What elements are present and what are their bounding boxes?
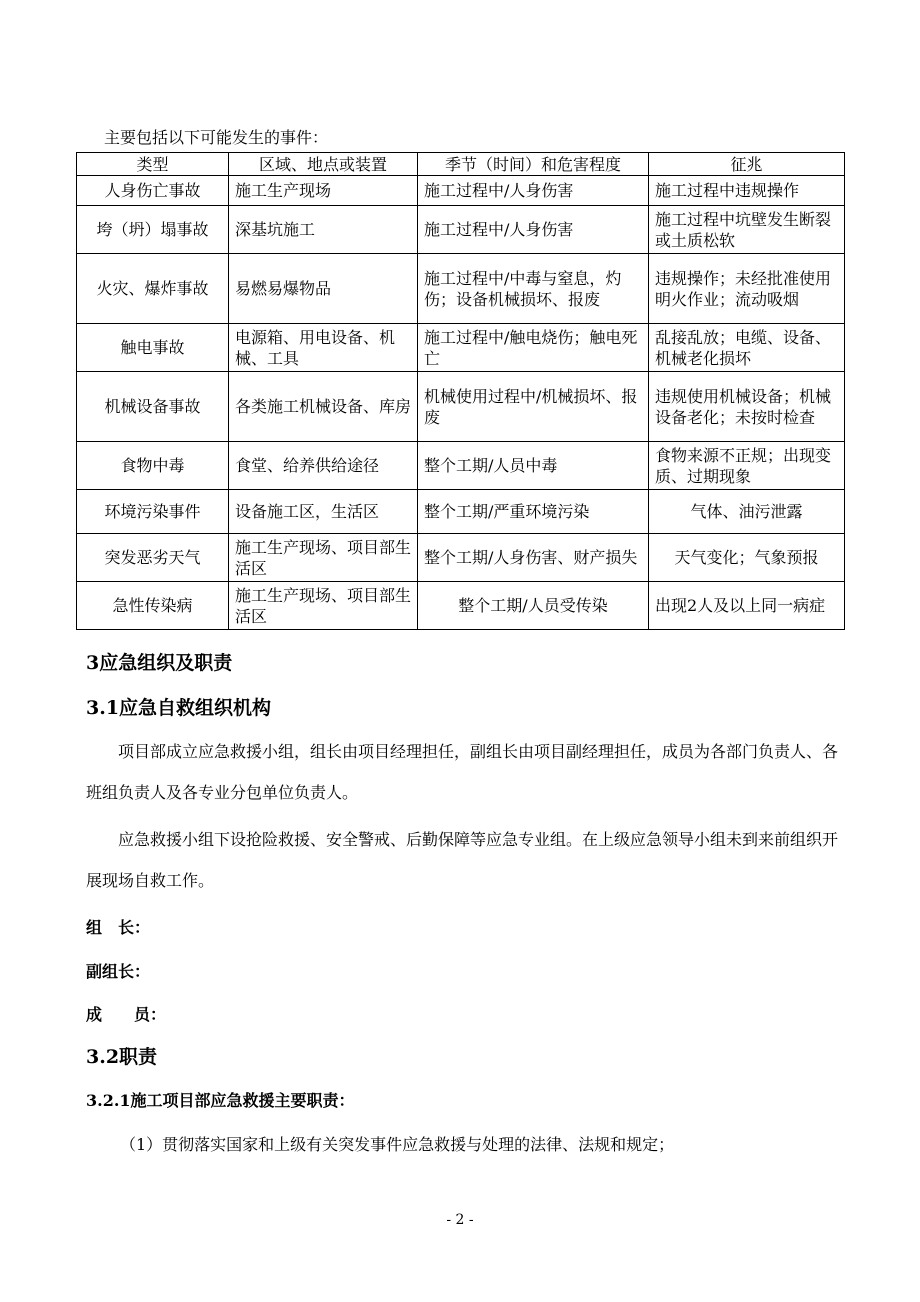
cell-hazard: 施工过程中/人身伤害	[418, 206, 649, 254]
cell-location: 各类施工机械设备、库房	[229, 372, 418, 442]
cell-signs: 出现2人及以上同一病症	[649, 582, 845, 630]
cell-location: 易燃易爆物品	[229, 254, 418, 324]
cell-signs: 施工过程中坑壁发生断裂或土质松软	[649, 206, 845, 254]
section-3-2-1-heading: 3.2.1施工项目部应急救援主要职责：	[86, 1091, 355, 1110]
cell-hazard: 整个工期/人员中毒	[418, 442, 649, 490]
cell-signs: 违规操作；未经批准使用明火作业；流动吸烟	[649, 254, 845, 324]
cell-location: 施工生产现场	[229, 176, 418, 206]
role-leader: 组 长：	[86, 918, 151, 937]
table-row	[77, 176, 845, 206]
cell-type: 食物中毒	[77, 442, 229, 490]
cell-hazard: 施工过程中/中毒与窒息，灼伤；设备机械损坏、报废	[418, 254, 649, 324]
paragraph-subgroups: 应急救援小组下设抢险救援、安全警戒、后勤保障等应急专业组。在上级应急领导小组未到来前组织开展现场自救工作。	[86, 830, 839, 890]
cell-location: 施工生产现场、项目部生活区	[229, 582, 418, 630]
cell-location: 电源箱、用电设备、机械、工具	[229, 324, 418, 372]
paragraph-organization: 项目部成立应急救援小组，组长由项目经理担任，副组长由项目副经理担任，成员为各部门负责人、各班组负责人及各专业分包单位负责人。	[86, 742, 839, 802]
cell-signs: 乱接乱放；电缆、设备、机械老化损坏	[649, 324, 845, 372]
cell-type: 火灾、爆炸事故	[77, 254, 229, 324]
table-row	[77, 254, 845, 324]
cell-location: 食堂、给养供给途径	[229, 442, 418, 490]
cell-hazard: 整个工期/人身伤害、财产损失	[418, 534, 649, 582]
cell-signs: 施工过程中违规操作	[649, 176, 845, 206]
section-3-heading: 3应急组织及职责	[86, 652, 233, 674]
cell-signs: 食物来源不正规；出现变质、过期现象	[649, 442, 845, 490]
cell-hazard: 施工过程中/人身伤害	[418, 176, 649, 206]
page-number: - 2 -	[446, 1212, 474, 1228]
header-location: 区域、地点或装置	[229, 153, 418, 176]
section-3-1-heading: 3.1应急自救组织机构	[86, 697, 272, 719]
cell-signs: 违规使用机械设备；机械设备老化；未按时检查	[649, 372, 845, 442]
cell-location: 设备施工区，生活区	[229, 490, 418, 534]
cell-type: 突发恶劣天气	[77, 534, 229, 582]
cell-hazard: 施工过程中/触电烧伤；触电死亡	[418, 324, 649, 372]
cell-hazard: 整个工期/人员受传染	[418, 582, 649, 630]
table-header-row	[77, 153, 845, 176]
intro-text: 主要包括以下可能发生的事件：	[104, 128, 329, 147]
table-row	[77, 372, 845, 442]
table-row	[77, 442, 845, 490]
table-row	[77, 582, 845, 630]
cell-type: 垮（坍）塌事故	[77, 206, 229, 254]
cell-location: 深基坑施工	[229, 206, 418, 254]
table-row	[77, 534, 845, 582]
table-row	[77, 324, 845, 372]
cell-type: 触电事故	[77, 324, 229, 372]
cell-type: 环境污染事件	[77, 490, 229, 534]
cell-type: 人身伤亡事故	[77, 176, 229, 206]
cell-location: 施工生产现场、项目部生活区	[229, 534, 418, 582]
role-deputy: 副组长：	[86, 962, 151, 981]
cell-type: 机械设备事故	[77, 372, 229, 442]
cell-hazard: 整个工期/严重环境污染	[418, 490, 649, 534]
cell-type: 急性传染病	[77, 582, 229, 630]
cell-signs: 天气变化；气象预报	[649, 534, 845, 582]
table-row	[77, 206, 845, 254]
event-table	[76, 152, 845, 630]
duty-item-1: （1）贯彻落实国家和上级有关突发事件应急救援与处理的法律、法规和规定；	[120, 1135, 675, 1154]
section-3-2-heading: 3.2职责	[86, 1046, 158, 1068]
role-members: 成 员：	[86, 1005, 167, 1024]
header-type: 类型	[77, 153, 229, 176]
cell-signs: 气体、油污泄露	[649, 490, 845, 534]
cell-hazard: 机械使用过程中/机械损坏、报废	[418, 372, 649, 442]
table-row	[77, 490, 845, 534]
header-signs: 征兆	[649, 153, 845, 176]
header-hazard: 季节（时间）和危害程度	[418, 153, 649, 176]
